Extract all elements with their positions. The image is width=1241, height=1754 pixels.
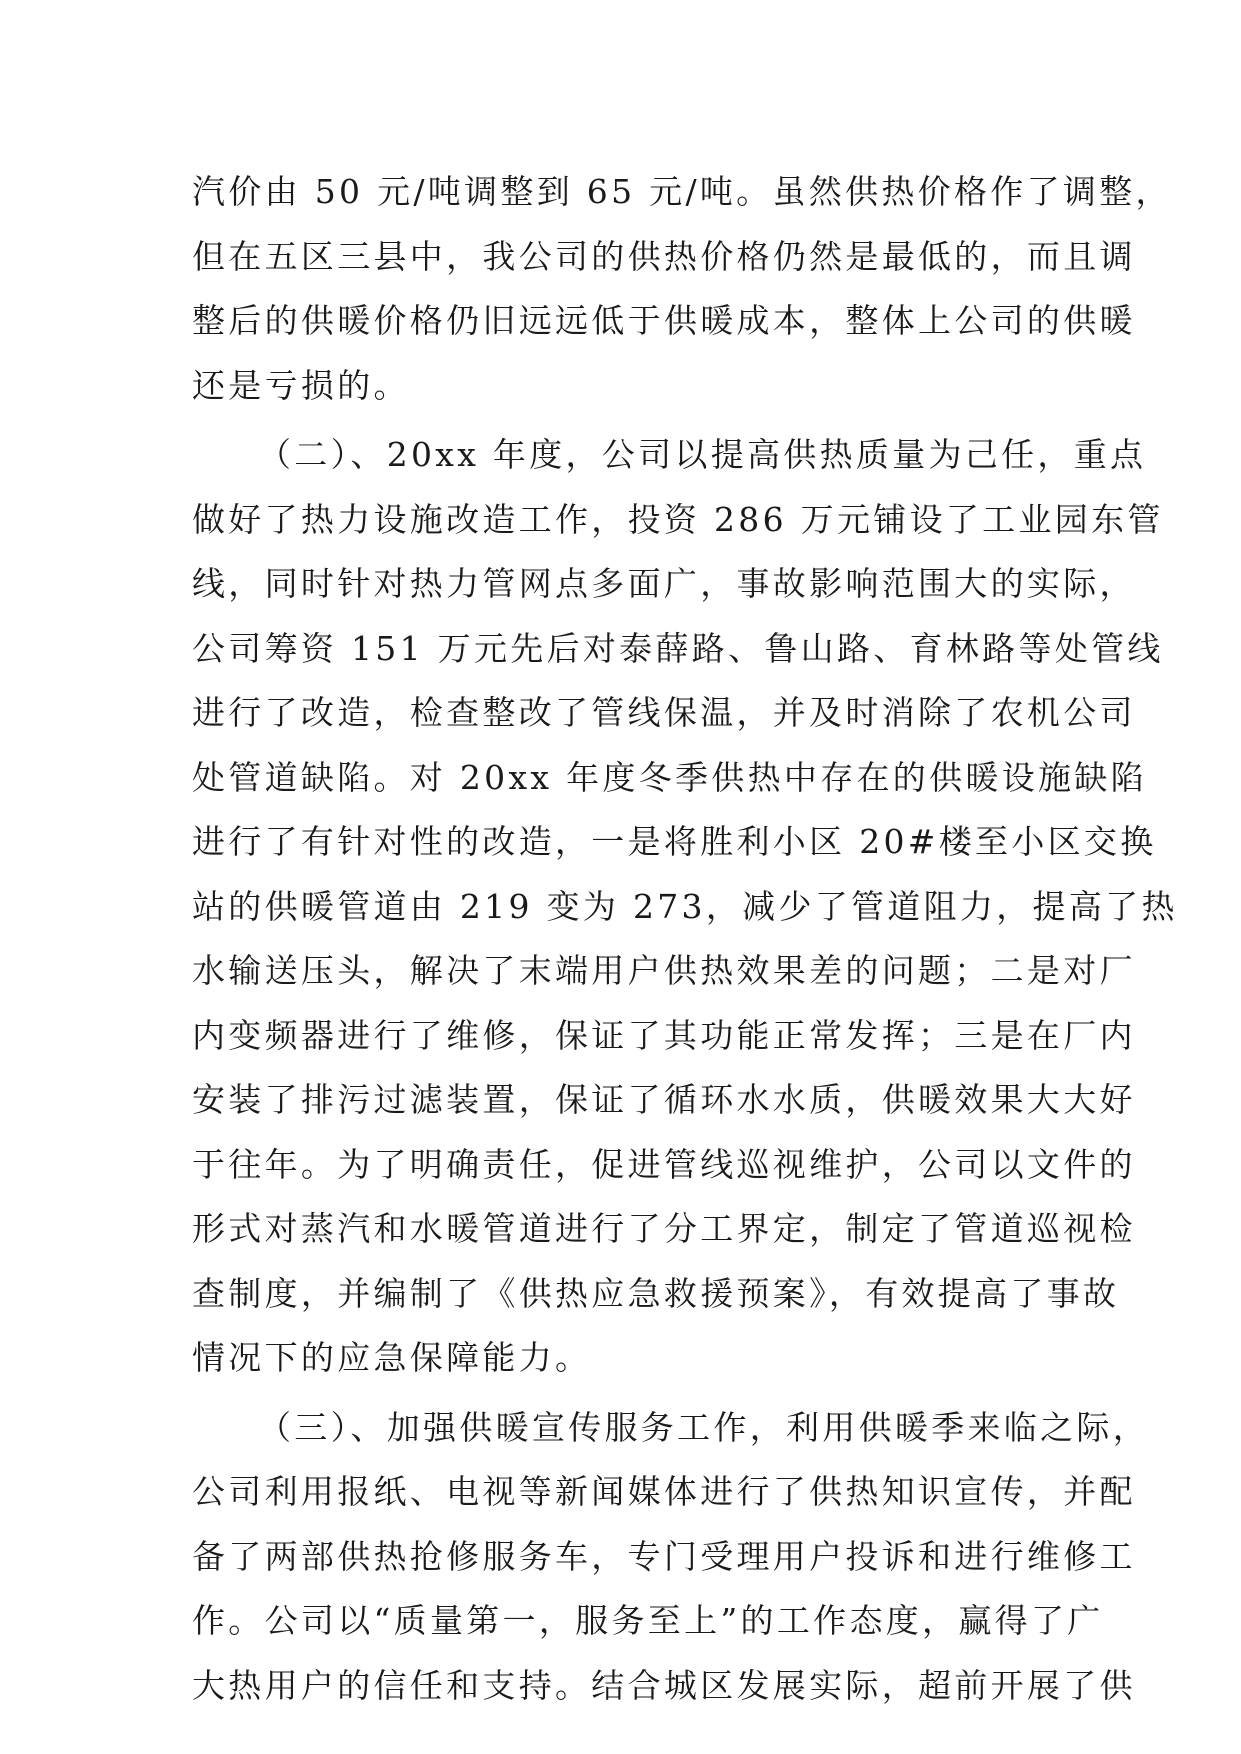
text-line: 查制度，并编制了《供热应急救援预案》，有效提高了事故 bbox=[192, 1273, 1120, 1313]
text-line: 还是亏损的。 bbox=[192, 365, 410, 405]
paragraph bbox=[192, 1396, 1149, 1719]
text-line: 安装了排污过滤装置，保证了循环水水质，供暖效果大大好 bbox=[192, 1080, 1136, 1119]
text-line: 站的供暖管道由 219 变为 273，减少了管道阻力，提高了热 bbox=[192, 886, 1178, 926]
text-line: 线，同时针对热力管网点多面广，事故影响范围大的实际， bbox=[192, 564, 1136, 603]
text-line: 形式对蒸汽和水暖管道进行了分工界定，制定了管道巡视检 bbox=[192, 1209, 1136, 1248]
text-line: 进行了有针对性的改造，一是将胜利小区 20#楼至小区交换 bbox=[192, 822, 1157, 861]
text-line: （二）、20xx 年度，公司以提高供热质量为己任，重点 bbox=[258, 435, 1147, 474]
text-line: 内变频器进行了维修，保证了其功能正常发挥；三是在厂内 bbox=[192, 1015, 1136, 1055]
text-line: 做好了热力设施改造工作，投资 286 万元铺设了工业园东管 bbox=[192, 499, 1164, 539]
text-line: 水输送压头，解决了末端用户供热效果差的问题；二是对厂 bbox=[192, 951, 1136, 990]
text-line: 进行了改造，检查整改了管线保温，并及时消除了农机公司 bbox=[192, 693, 1136, 732]
text-line: 大热用户的信任和支持。结合城区发展实际，超前开展了供 bbox=[192, 1665, 1136, 1705]
paragraph bbox=[192, 160, 1172, 418]
text-line: 备了两部供热抢修服务车，专门受理用户投诉和进行维修工 bbox=[192, 1536, 1136, 1576]
text-line: 情况下的应急保障能力。 bbox=[192, 1338, 592, 1377]
text-line: 作。公司以“质量第一，服务至上”的工作态度，赢得了广 bbox=[192, 1601, 1104, 1640]
text-line: 公司利用报纸、电视等新闻媒体进行了供热知识宣传，并配 bbox=[192, 1472, 1136, 1511]
text-line: （三）、加强供暖宣传服务工作，利用供暖季来临之际， bbox=[258, 1407, 1149, 1447]
document-body bbox=[192, 160, 1178, 1718]
paragraph bbox=[192, 423, 1178, 1391]
text-line: 公司筹资 151 万元先后对泰薛路、鲁山路、育林路等处管线 bbox=[192, 628, 1164, 668]
text-line: 汽价由 50 元/吨调整到 65 元/吨。虽然供热价格作了调整， bbox=[192, 172, 1172, 211]
text-line: 处管道缺陷。对 20xx 年度冬季供热中存在的供暖设施缺陷 bbox=[192, 757, 1147, 797]
text-line: 于往年。为了明确责任，促进管线巡视维护，公司以文件的 bbox=[192, 1144, 1136, 1184]
text-line: 整后的供暖价格仍旧远远低于供暖成本，整体上公司的供暖 bbox=[192, 301, 1136, 340]
text-line: 但在五区三县中，我公司的供热价格仍然是最低的，而且调 bbox=[192, 236, 1136, 276]
